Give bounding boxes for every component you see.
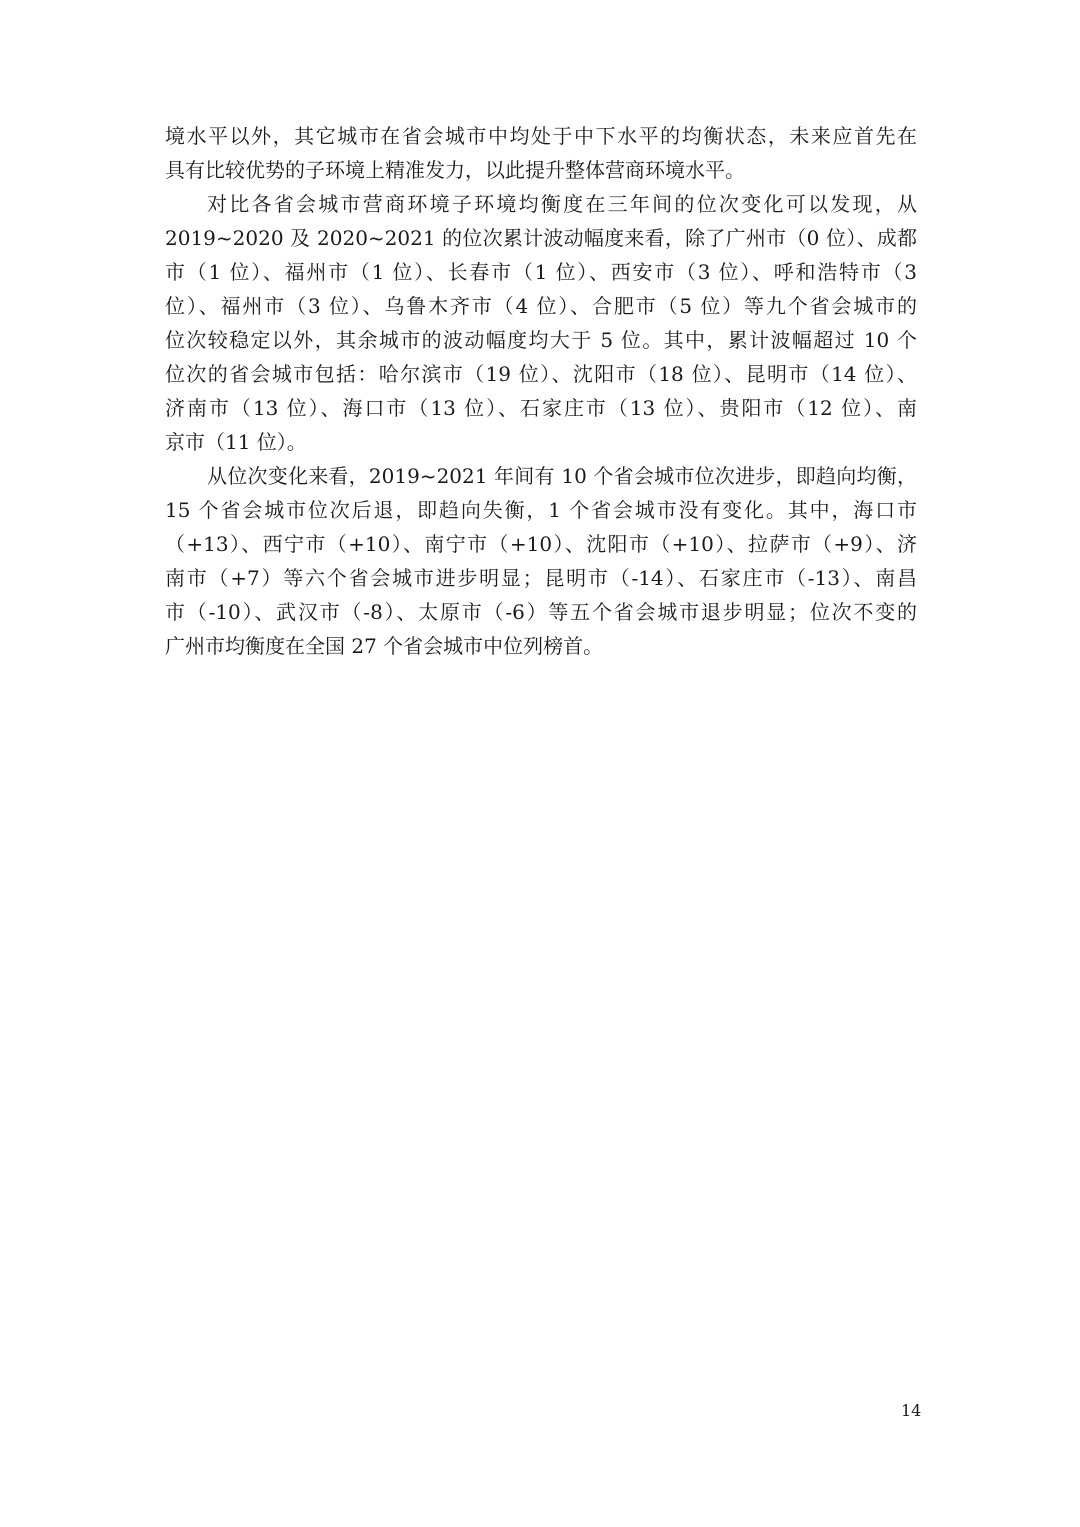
- text-line: 位次的省会城市包括：哈尔滨市（19 位）、沈阳市（18 位）、昆明市（14 位）、: [165, 362, 917, 386]
- text-line: 位）、福州市（3 位）、乌鲁木齐市（4 位）、合肥市（5 位）等九个省会城市的: [165, 294, 917, 318]
- paragraph-2: [165, 194, 917, 452]
- text-line: 南市（+7）等六个省会城市进步明显；昆明市（-14）、石家庄市（-13）、南昌: [165, 566, 917, 590]
- text-line: 京市（11 位）。: [165, 430, 307, 454]
- text-line: 从位次变化来看，2019~2021 年间有 10 个省会城市位次进步，即趋向均衡，: [207, 464, 917, 488]
- text-line: 具有比较优势的子环境上精准发力，以此提升整体营商环境水平。: [165, 158, 745, 182]
- text-line: 位次较稳定以外，其余城市的波动幅度均大于 5 位。其中，累计波幅超过 10 个: [165, 328, 917, 352]
- text-line: 15 个省会城市位次后退，即趋向失衡，1 个省会城市没有变化。其中，海口市: [165, 498, 917, 522]
- paragraph-1: [165, 126, 917, 180]
- text-line: 市（-10）、武汉市（-8）、太原市（-6）等五个省会城市退步明显；位次不变的: [165, 600, 917, 624]
- page-number: 14: [901, 1401, 922, 1420]
- text-line: 2019~2020 及 2020~2021 的位次累计波动幅度来看，除了广州市（0 位）、成都: [165, 226, 917, 250]
- text-line: 济南市（13 位）、海口市（13 位）、石家庄市（13 位）、贵阳市（12 位）、南: [165, 396, 917, 420]
- body-text: [165, 126, 917, 670]
- text-line: 市（1 位）、福州市（1 位）、长春市（1 位）、西安市（3 位）、呼和浩特市（3: [165, 260, 917, 284]
- text-line: 境水平以外，其它城市在省会城市中均处于中下水平的均衡状态，未来应首先在: [165, 124, 917, 148]
- text-line: 对比各省会城市营商环境子环境均衡度在三年间的位次变化可以发现，从: [207, 192, 917, 216]
- paragraph-3: [165, 466, 917, 656]
- text-line: （+13）、西宁市（+10）、南宁市（+10）、沈阳市（+10）、拉萨市（+9）、济: [165, 532, 917, 556]
- text-line: 广州市均衡度在全国 27 个省会城市中位列榜首。: [165, 634, 604, 658]
